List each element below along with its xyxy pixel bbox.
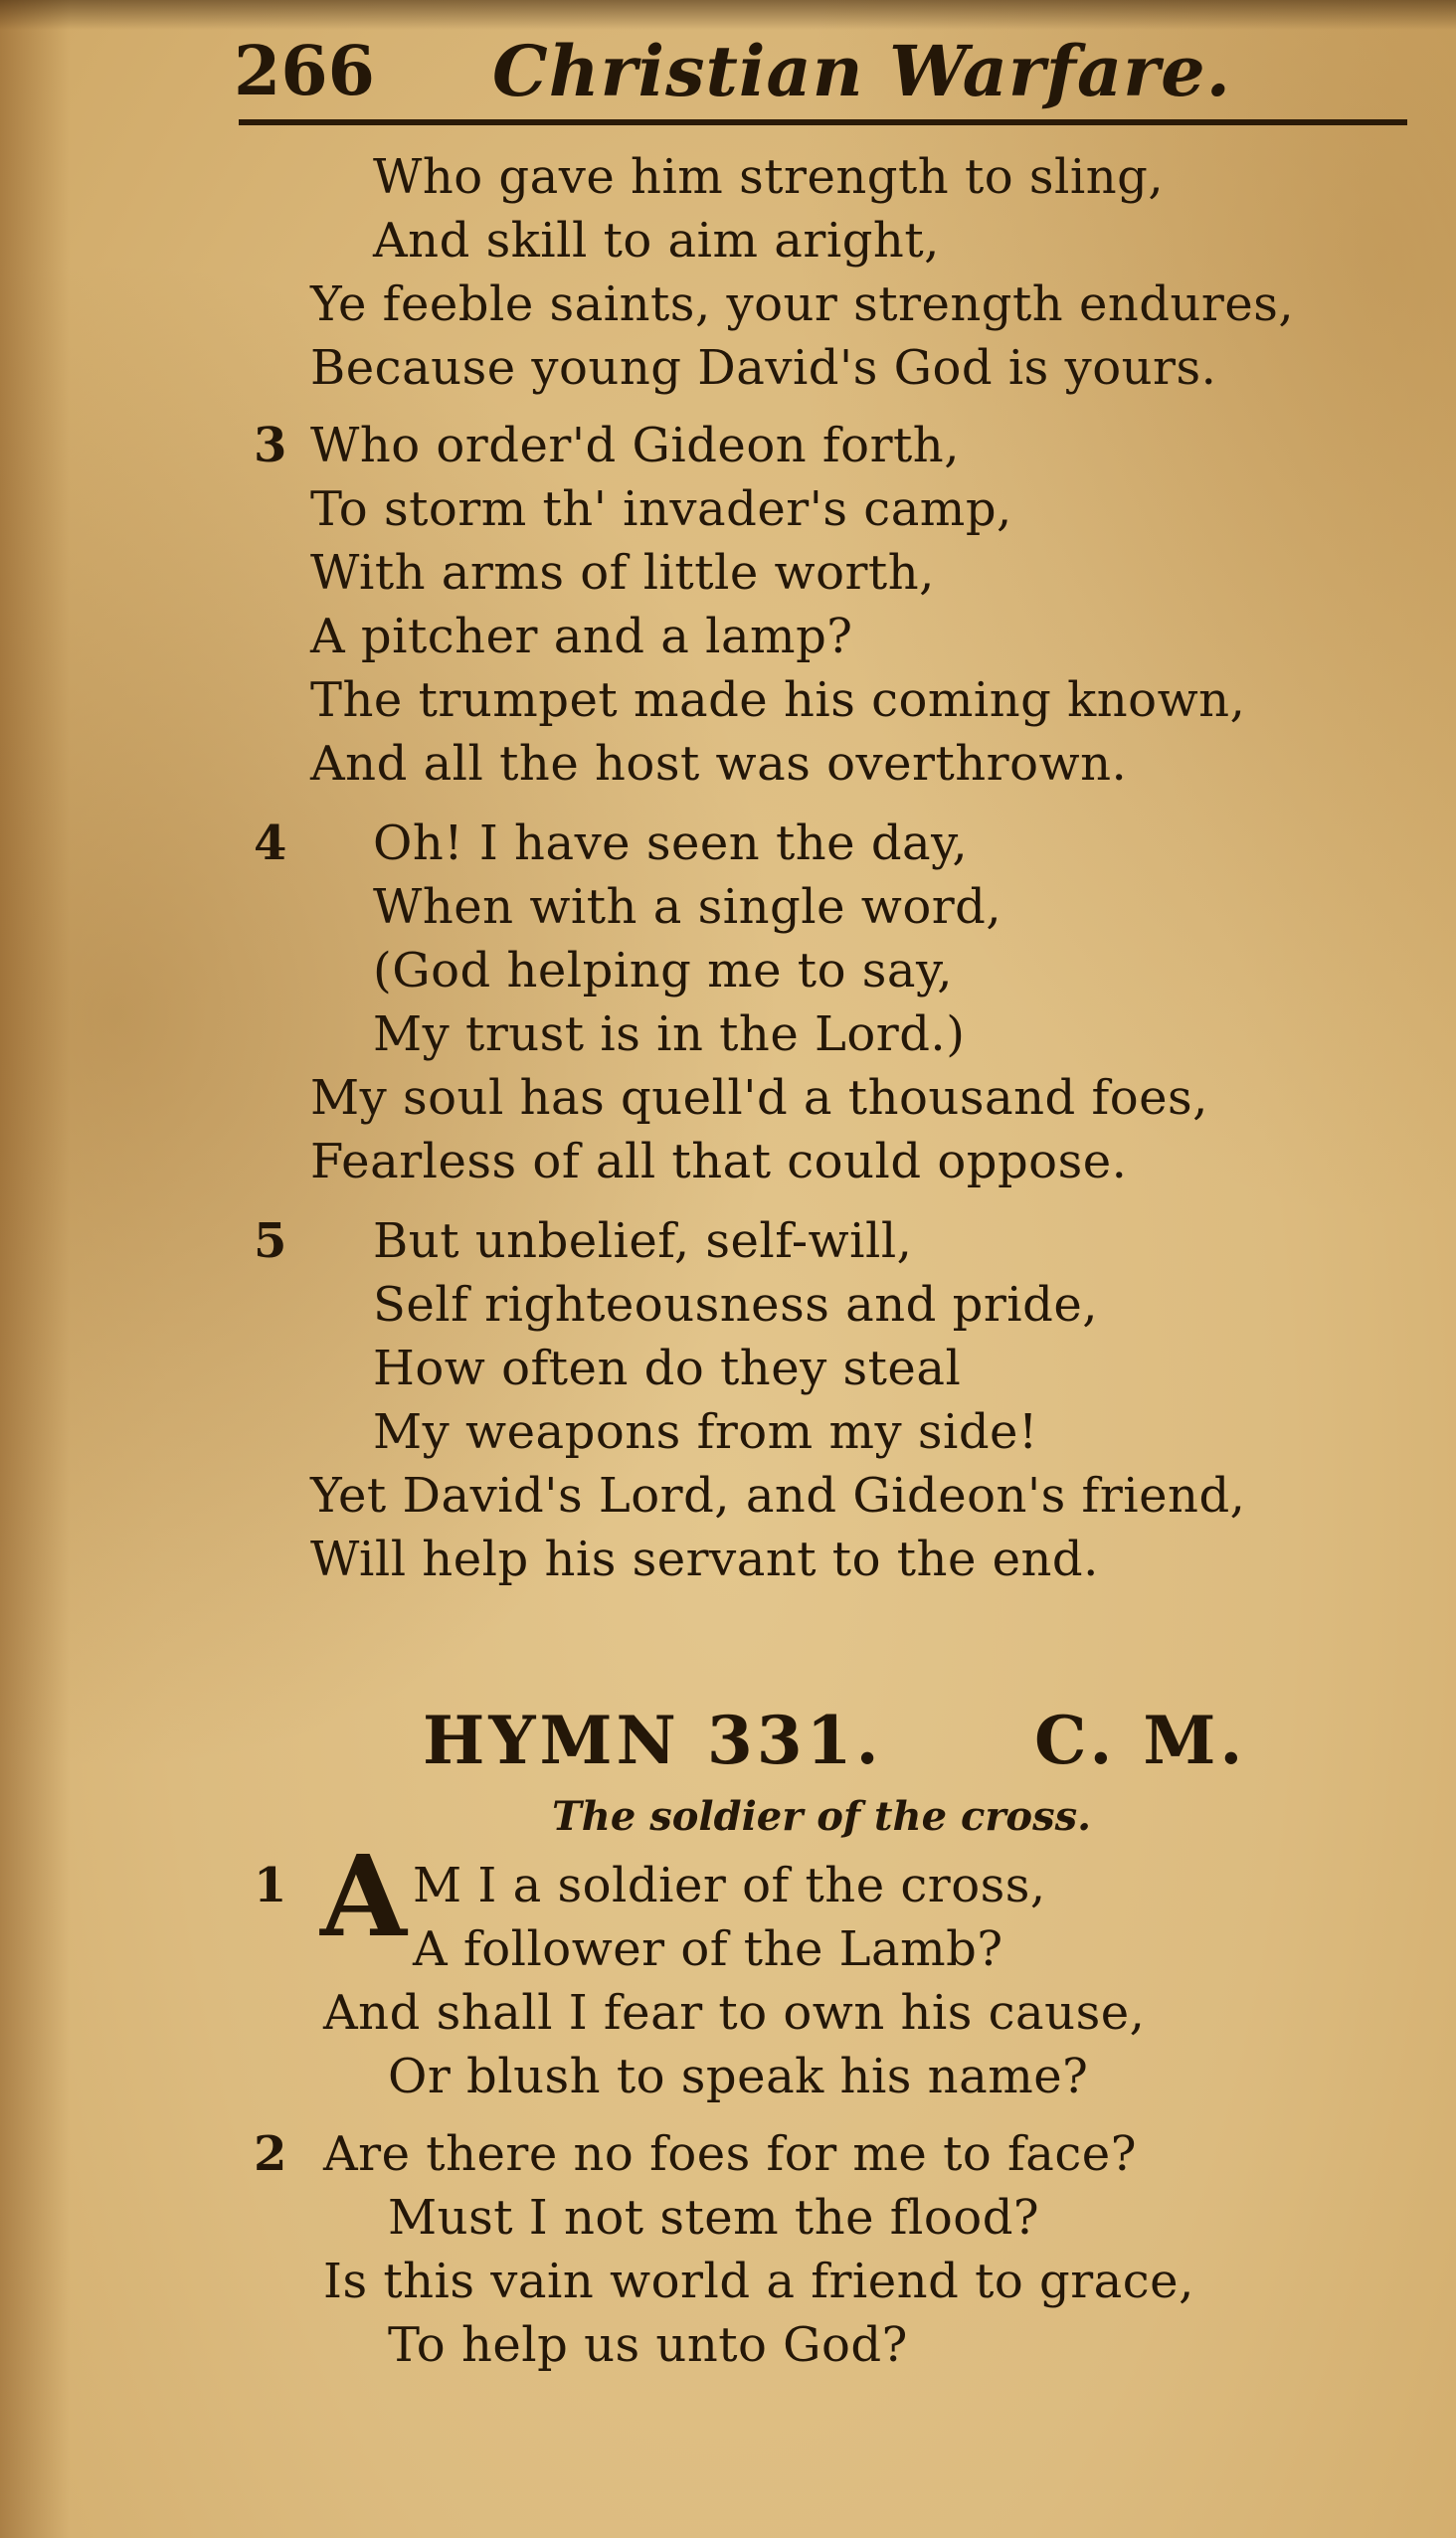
- page-header: [234, 22, 1407, 121]
- verse-line: A pitcher and a lamp?: [310, 609, 853, 664]
- hymn-title: HYMN 331.: [423, 1702, 883, 1779]
- drop-cap: A: [320, 1832, 407, 1962]
- verse-line: When with a single word,: [373, 879, 1002, 935]
- verse-line: (God helping me to say,: [373, 943, 953, 998]
- verse-line: The trumpet made his coming known,: [310, 672, 1246, 728]
- verse-line: And shall I fear to own his cause,: [323, 1985, 1146, 2041]
- header-rule: [239, 119, 1407, 125]
- verse-line: Fearless of all that could oppose.: [310, 1134, 1128, 1189]
- stanza-number: 1: [254, 1858, 287, 1913]
- verse-line: Will help his servant to the end.: [310, 1532, 1099, 1587]
- verse-line: And all the host was overthrown.: [310, 736, 1128, 792]
- verse-line: With arms of little worth,: [310, 545, 935, 601]
- stanza-number: 3: [254, 418, 287, 473]
- verse-line: But unbelief, self-will,: [373, 1213, 913, 1269]
- verse-line: My trust is in the Lord.): [373, 1006, 966, 1062]
- verse-line: My weapons from my side!: [373, 1404, 1038, 1460]
- verse-line: Must I not stem the flood?: [388, 2190, 1040, 2246]
- verse-line: To storm th' invader's camp,: [310, 481, 1012, 537]
- stanza-number: 5: [254, 1213, 287, 1269]
- verse-line: Or blush to speak his name?: [388, 2049, 1089, 2104]
- verse-line: How often do they steal: [373, 1341, 962, 1396]
- page-edge-stain: [0, 0, 70, 2538]
- verse-line: Because young David's God is yours.: [310, 340, 1217, 396]
- verse-line: Is this vain world a friend to grace,: [323, 2254, 1194, 2309]
- verse-line: M I a soldier of the cross,: [413, 1858, 1046, 1913]
- hymn-subtitle: The soldier of the cross.: [552, 1793, 1092, 1840]
- verse-line: My soul has quell'd a thousand foes,: [310, 1070, 1208, 1126]
- verse-line: A follower of the Lamb?: [413, 1921, 1003, 1977]
- verse-line: Ye feeble saints, your strength endures,: [310, 276, 1295, 332]
- verse-line: To help us unto God?: [388, 2317, 908, 2373]
- running-title: Christian Warfare.: [492, 30, 1232, 112]
- stanza-number: 2: [254, 2126, 287, 2182]
- stanza-number: 4: [254, 816, 287, 871]
- verse-line: Who gave him strength to sling,: [373, 149, 1165, 205]
- verse-line: Are there no foes for me to face?: [323, 2126, 1137, 2182]
- verse-line: Oh! I have seen the day,: [373, 816, 969, 871]
- page-number: 266: [234, 32, 375, 111]
- verse-line: Yet David's Lord, and Gideon's friend,: [310, 1468, 1246, 1524]
- verse-line: Self righteousness and pride,: [373, 1277, 1099, 1333]
- verse-line: And skill to aim aright,: [373, 213, 940, 269]
- hymn-meter: C. M.: [1034, 1702, 1247, 1779]
- verse-line: Who order'd Gideon forth,: [310, 418, 960, 473]
